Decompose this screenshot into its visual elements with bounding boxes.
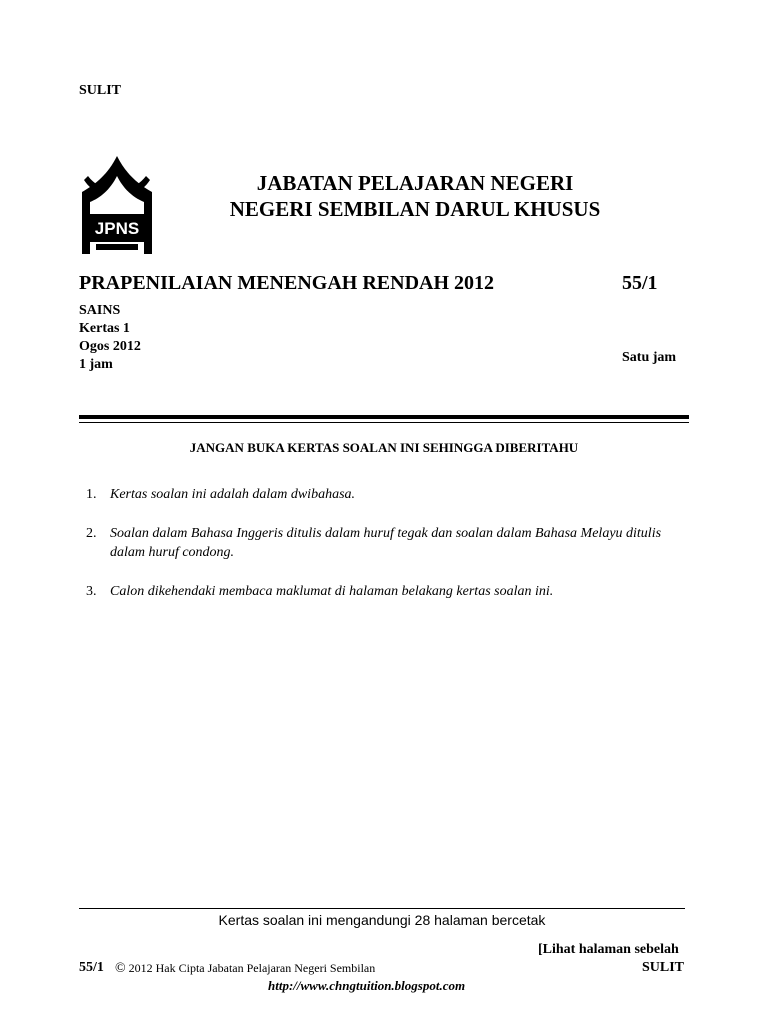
- department-title: [160, 170, 670, 222]
- exam-date: Ogos 2012: [79, 339, 141, 354]
- copyright-notice: [115, 961, 375, 977]
- copyright-text: 2012 Hak Cipta Jabatan Pelajaran Negeri Sembilan: [128, 961, 376, 975]
- copyright-symbol: ©: [115, 961, 126, 976]
- page-count-note: Kertas soalan ini mengandungi 28 halaman bercetak: [218, 912, 546, 928]
- next-page-note: [Lihat halaman sebelah: [538, 942, 679, 957]
- instruction-text: Kertas soalan ini adalah dalam dwibahasa.: [110, 487, 356, 502]
- classification-top: SULIT: [79, 83, 122, 98]
- exam-duration: 1 jam: [79, 357, 113, 372]
- instruction-item: [86, 524, 686, 562]
- instruction-item: [86, 582, 686, 601]
- source-url-link[interactable]: http://www.chngtuition.blogspot.com: [268, 978, 466, 993]
- classification-bottom: SULIT: [642, 960, 685, 975]
- instructions-list: [86, 485, 686, 621]
- footer-rule: [79, 908, 685, 909]
- department-line-2: NEGERI SEMBILAN DARUL KHUSUS: [229, 197, 601, 221]
- instruction-text: Calon dikehendaki membaca maklumat di halaman belakang kertas soalan ini.: [110, 584, 554, 599]
- exam-title: PRAPENILAIAN MENENGAH RENDAH 2012: [79, 272, 495, 294]
- svg-text:JPNS: JPNS: [94, 219, 140, 238]
- exam-details: [79, 302, 141, 374]
- instruction-item: [86, 485, 686, 504]
- subject-name: SAINS: [79, 303, 121, 318]
- instruction-number: 2.: [86, 526, 97, 541]
- do-not-open-warning: JANGAN BUKA KERTAS SOALAN INI SEHINGGA DIBERITAHU: [189, 440, 579, 455]
- instruction-text: Soalan dalam Bahasa Inggeris ditulis dalam huruf tegak dan soalan dalam Bahasa Melayu ditulis dalam huruf condong.: [110, 526, 662, 560]
- instruction-number: 3.: [86, 584, 97, 599]
- paper-code: 55/1: [622, 272, 658, 294]
- header-rule-thick: [79, 415, 689, 419]
- paper-number: Kertas 1: [79, 321, 130, 336]
- jpns-logo-icon: [78, 154, 156, 256]
- header-rule-thin: [79, 422, 689, 423]
- instruction-number: 1.: [86, 487, 97, 502]
- exam-duration-words: Satu jam: [622, 350, 677, 365]
- department-line-1: JABATAN PELAJARAN NEGERI: [256, 171, 574, 195]
- footer-paper-code: 55/1: [79, 960, 104, 975]
